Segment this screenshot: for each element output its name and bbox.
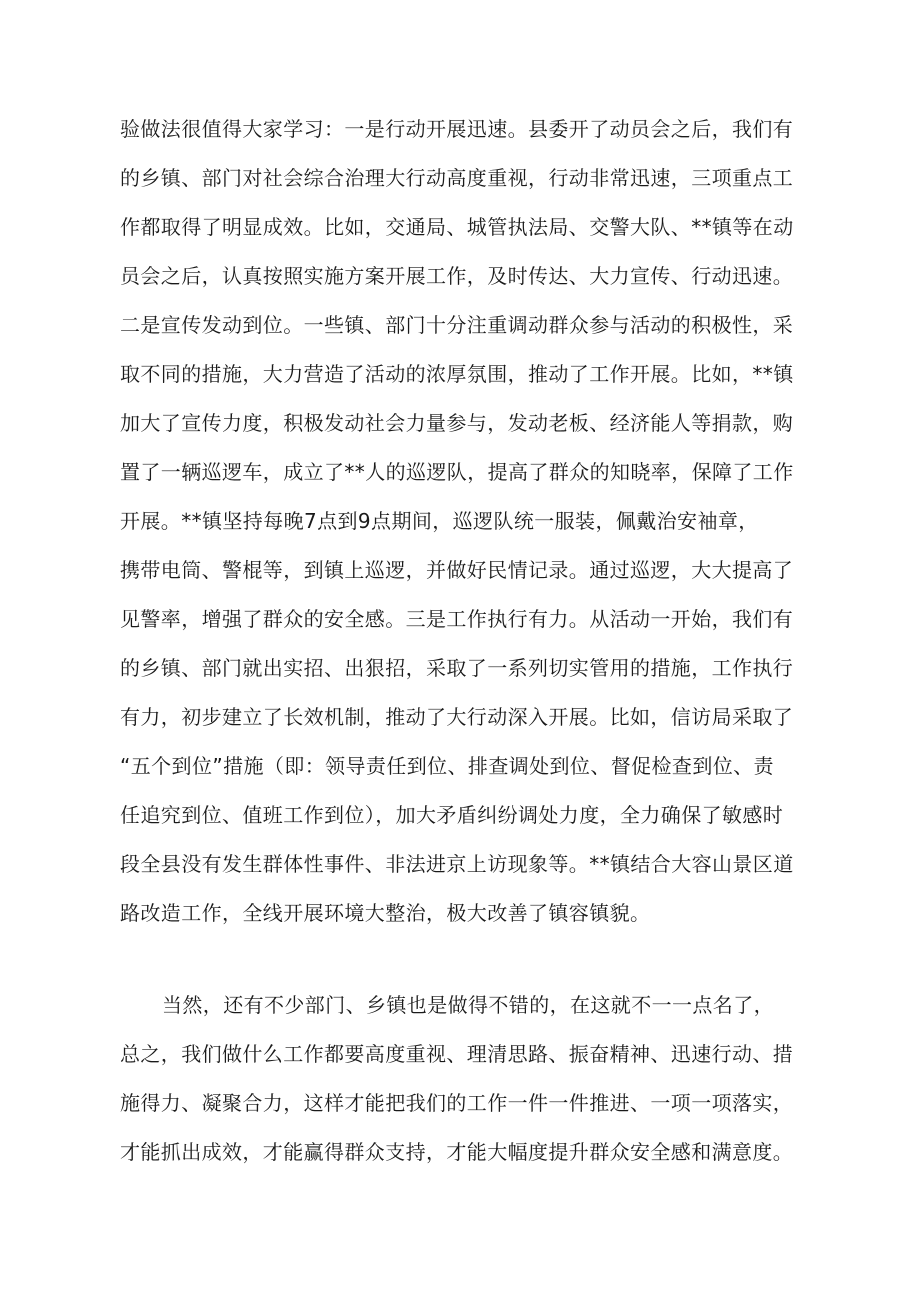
text-line: 才能抓出成效，才能赢得群众支持，才能大幅度提升群众安全感和满意度。 [120,1140,794,1164]
text-line: 加大了宣传力度，积极发动社会力量参与，发动老板、经济能人等捐款，购 [120,411,794,435]
text-line: 段全县没有发生群体性事件、非法进京上访现象等。**镇结合大容山景区道 [120,852,794,876]
text-line: 施得力、凝聚合力，这样才能把我们的工作一件一件推进、一项一项落实， [120,1091,794,1115]
text-line: 开展。**镇坚持每晚7点到9点期间，巡逻队统一服装，佩戴治安袖章， [120,509,759,533]
text-line: 当然，还有不少部门、乡镇也是做得不错的，在这就不一一点名了， [162,993,774,1017]
text-line: 有力，初步建立了长效机制，推动了大行动深入开展。比如，信访局采取了 [120,705,794,729]
text-line: 的乡镇、部门对社会综合治理大行动高度重视，行动非常迅速，三项重点工 [120,166,794,190]
text-line: 任追究到位、值班工作到位），加大矛盾纠纷调处力度，全力确保了敏感时 [120,803,784,827]
text-line: 携带电筒、警棍等，到镇上巡逻，并做好民情记录。通过巡逻，大大提高了 [120,558,794,582]
text-line: 作都取得了明显成效。比如，交通局、城管执法局、交警大队、**镇等在动 [120,215,794,239]
text-line: 总之，我们做什么工作都要高度重视、理清思路、振奋精神、迅速行动、措 [120,1042,794,1066]
text-line: 路改造工作，全线开展环境大整治，极大改善了镇容镇貌。 [120,901,651,925]
text-line: 二是宣传发动到位。一些镇、部门十分注重调动群众参与活动的积极性，采 [120,313,794,337]
text-line: 员会之后，认真按照实施方案开展工作，及时传达、大力宣传、行动迅速。 [120,264,794,288]
text-line: 验做法很值得大家学习：一是行动开展迅速。县委开了动员会之后，我们有 [120,117,794,141]
text-line: “五个到位”措施（即：领导责任到位、排查调处到位、督促检查到位、责 [120,754,774,778]
text-line: 见警率，增强了群众的安全感。三是工作执行有力。从活动一开始，我们有 [120,607,794,631]
text-line: 取不同的措施，大力营造了活动的浓厚氛围，推动了工作开展。比如，**镇 [120,362,794,386]
text-line: 置了一辆巡逻车，成立了**人的巡逻队，提高了群众的知晓率，保障了工作 [120,460,794,484]
text-line: 的乡镇、部门就出实招、出狠招，采取了一系列切实管用的措施，工作执行 [120,656,794,680]
